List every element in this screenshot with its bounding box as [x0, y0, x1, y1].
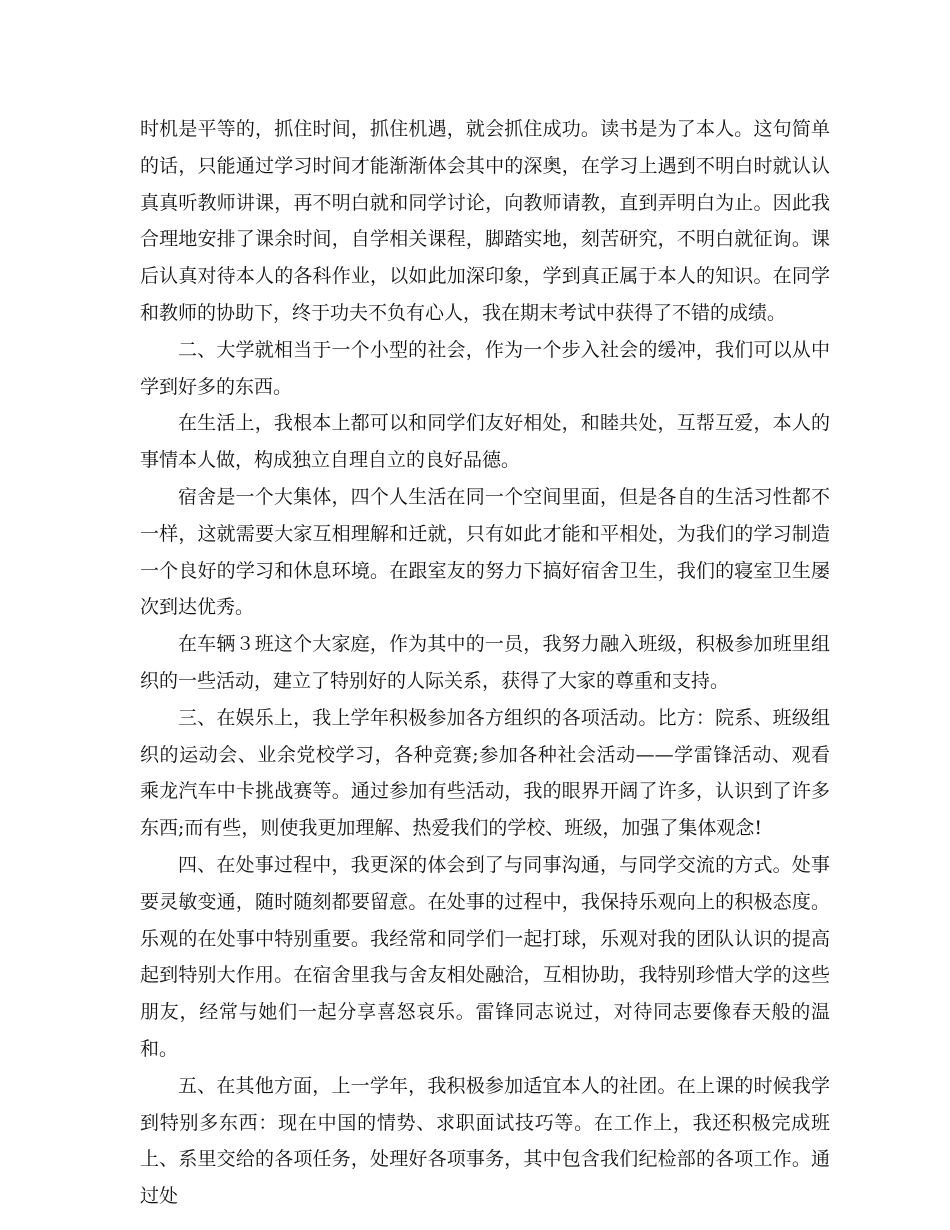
- document-body: [140, 111, 830, 1215]
- paragraph-section-three: 三、在娱乐上，我上学年积极参加各方组织的各项活动。比方：院系、班级组织的运动会、业余党校学习，各种竞赛;参加各种社会活动——学雷锋活动、观看乘龙汽车中卡挑战赛等。通过参加有些活动，我的眼界开阔了许多，认识到了许多东西;而有些，则使我更加理解、热爱我们的学校、班级，加强了集体观念!: [140, 706, 830, 840]
- paragraph-section-two: 二、大学就相当于一个小型的社会，作为一个步入社会的缓冲，我们可以从中学到好多的东西。: [140, 338, 830, 398]
- paragraph-section-four: 四、在处事过程中，我更深的体会到了与同事沟通，与同学交流的方式。处事要灵敏变通，随时随刻都要留意。在处事的过程中，我保持乐观向上的积极态度。乐观的在处事中特别重要。我经常和同学们一起打球，乐观对我的团队认识的提高起到特别大作用。在宿舍里我与舍友相处融洽，互相协助，我特别珍惜大学的这些朋友，经常与她们一起分享喜怒哀乐。雷锋同志说过，对待同志要像春天般的温和。: [140, 853, 830, 1060]
- paragraph-class: 在车辆３班这个大家庭，作为其中的一员，我努力融入班级，积极参加班里组织的一些活动，建立了特别好的人际关系，获得了大家的尊重和支持。: [140, 633, 830, 692]
- paragraph-dormitory: 宿舍是一个大集体，四个人生活在同一个空间里面，但是各自的生活习性都不一样，这就需要大家互相理解和迁就，只有如此才能和平相处，为我们的学习制造一个良好的学习和休息环境。在跟室友的努力下搞好宿舍卫生，我们的寝室卫生屡次到达优秀。: [140, 485, 830, 619]
- paragraph-continuation: 时机是平等的，抓住时间，抓住机遇，就会抓住成功。读书是为了本人。这句简单的话，只能通过学习时间才能渐渐体会其中的深奥，在学习上遇到不明白时就认认真真听教师讲课，再不明白就和同学讨论，向教师请教，直到弄明白为止。因此我合理地安排了课余时间，自学相关课程，脚踏实地，刻苦研究，不明白就征询。课后认真对待本人的各科作业，以如此加深印象，学到真正属于本人的知识。在同学和教师的协助下，终于功夫不负有心人，我在期末考试中获得了不错的成绩。: [140, 118, 830, 324]
- paragraph-life: 在生活上，我根本上都可以和同学们友好相处，和睦共处，互帮互爱，本人的事情本人做，构成独立自理自立的良好品德。: [140, 412, 830, 472]
- paragraph-section-five: 五、在其他方面，上一学年，我积极参加适宜本人的社团。在上课的时候我学到特别多东西：现在中国的情势、求职面试技巧等。在工作上，我还积极完成班上、系里交给的各项任务，处理好各项事务，其中包含我们纪检部的各项工作。通过处: [140, 1074, 830, 1208]
